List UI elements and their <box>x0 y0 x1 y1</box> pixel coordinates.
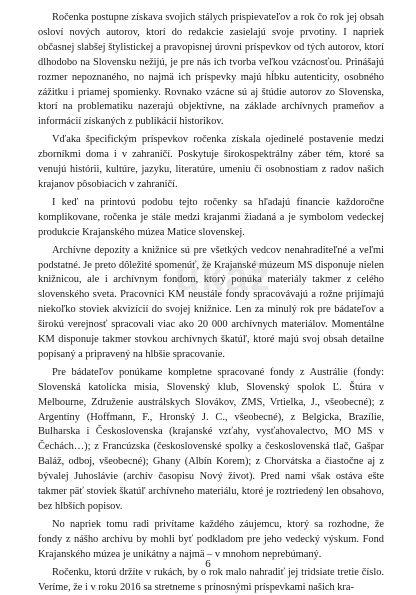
paragraph-7: Ročenku, ktorú držíte v rukách, by o rok malo nahradiť jej tridsiate tretie číslo. Veríme, že i v roku 2016 sa stretneme s prínosnými príspevkami našich kra- <box>38 566 384 593</box>
paragraph-3: I keď na printovú podobu tejto ročenky sa hľadajú financie každoročne komplikovane, ročenka je stále medzi krajanmi žiadaná a je symbolom vedeckej produkcie Krajanského múzea Matice slovenskej. <box>38 196 384 238</box>
paragraph-1: Ročenka postupne získava svojich stálych prispievateľov a rok čo rok jej obsah osloví nových autorov, ktorí do redakcie zasielajú svoje prvotiny. I napriek občasnej slabšej štylistickej a pravopisnej úrovni príspevkov od tých autorov, ktorí dlhodobo na Slovensku nežijú, je pre nás ich tvorba veľkou vzácnosťou. Prinášajú rozmer nepoznaného, no najmä ich príspevky majú hĺbku autenticity, osobného zážitku i priamej spomienky. Rovnako vzácne sú aj štúdie autorov zo Slovenska, ktorí na problematiku nazerajú objektívne, na základe archívnych prameňov a informácií získaných z publikácií historikov. <box>38 12 384 128</box>
page-number: 6 <box>205 558 211 570</box>
paragraph-4: Archívne depozity a knižnice sú pre všetkých vedcov nenahraditeľné a veľmi podstatné. Je preto dôležité spomenúť, že Krajanské múzeum MS disponuje nielen knižnicou, ale i archívnym fondom, ktorý ponúka materiály takmer z celého slovenského sveta. Pracovníci KM neustále fondy spracovávajú a rožne prijímajú niekoľko stoviek akvizícií do svojej knižnice. Len za minulý rok pre bádateľov a širokú verejnosť spracovali viac ako 20 000 archívnych materiálov. Momentálne KM disponuje takmer stovkou archívnych škatúľ, ktoré majú svoj obsah detailne popísaný a pripravený na hlbšie spracovanie. <box>38 244 384 360</box>
watermark-text: ukáž <box>175 255 272 299</box>
paragraph-2: Vďaka špecifickým príspevkov ročenka získala ojedinelé postavenie medzi zborníkmi doma i v zahraničí. Poskytuje širokospektrálny záber tém, ktoré sa venujú histórii, kultúre, jazyku, literatúre, umeniu či osobnostiam z radov našich krajanov pôsobiacich v zahraničí. <box>38 134 384 190</box>
paragraph-5: Pre bádateľov ponúkame kompletne spracované fondy z Austrálie (fondy: Slovenská katolícka misia, Slovenský klub, Slovenský spolok Ľ. Štúra v Melbourne, Združenie austrálskych Slovákov, ZMS, Vrtielka, J., všeobecné); z Argentíny (Hoffmann, F., Hronský J. C., všeobecné), z Belgicka, Brazílie, Bulharska i Československa (krajanské vzťahy, vysťahovalectvo, MO MS v Čechách…); z Francúzska (československé spolky a československá tlač, Gašpar Baláž, odboj, všeobecné); Ghany (Albín Korem); z Chorvátska a čiastočne aj z bývalej Juhoslávie (archív časopisu Nový život). Pred nami však ostáva ešte takmer päť stoviek škatúľ archívneho materiálu, ktoré je roztriedený len obsahovo, bez hlbších popisov. <box>38 366 384 512</box>
paragraph-6: No napriek tomu radi privítame každého záujemcu, ktorý sa rozhodne, že fondy z nášho archívu by mohli byť podkladom pre jeho vedecký výskum. Fond Krajanského múzea je unikátny a najmä – v mnohom neprebúmaný. <box>38 518 384 560</box>
body-text <box>38 11 384 595</box>
